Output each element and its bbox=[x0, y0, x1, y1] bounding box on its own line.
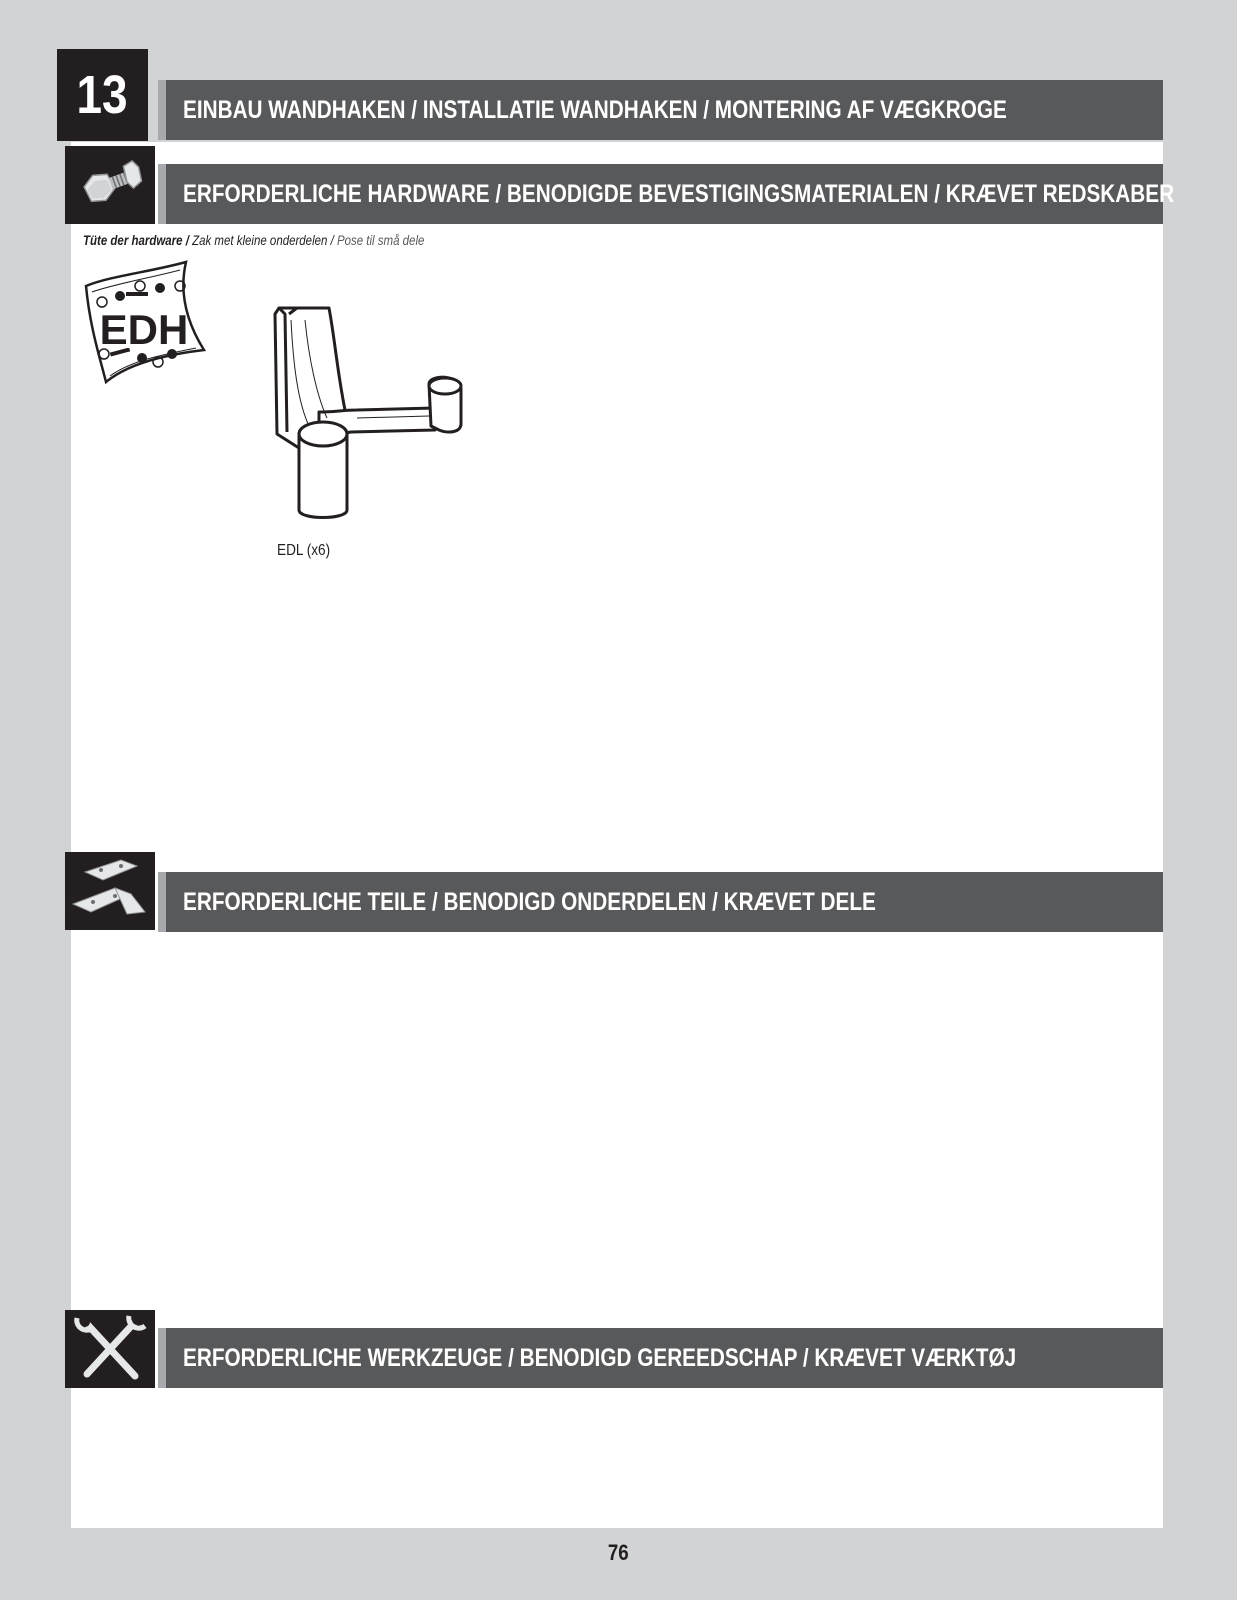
step-number: 13 bbox=[76, 65, 129, 125]
step-number-box bbox=[57, 49, 156, 141]
hardware-section-bar bbox=[158, 164, 1175, 224]
page-number bbox=[0, 1540, 1237, 1566]
wrench-screwdriver-icon bbox=[65, 1310, 155, 1388]
parts-section-bar bbox=[158, 872, 1163, 932]
page-number-text: 76 bbox=[608, 1540, 629, 1565]
parts-section-title: ERFORDERLICHE TEILE / BENODIGD ONDERDELEN / KRÆVET DELE bbox=[183, 888, 876, 916]
tools-section-title: ERFORDERLICHE WERKZEUGE / BENODIGD GEREEDSCHAP / KRÆVET VÆRKTØJ bbox=[183, 1344, 1017, 1372]
step-title-bar bbox=[158, 80, 1163, 140]
hardware-bag-caption bbox=[83, 232, 424, 248]
hardware-section-title: ERFORDERLICHE HARDWARE / BENODIGDE BEVESTIGINGSMATERIALEN / KRÆVET REDSKABER bbox=[183, 180, 1175, 208]
step-title: EINBAU WANDHAKEN / INSTALLATIE WANDHAKEN / MONTERING AF VÆGKROGE bbox=[183, 96, 1007, 124]
wall-hook-icon bbox=[265, 300, 475, 530]
tools-section-bar bbox=[158, 1328, 1163, 1388]
hardware-bag-code: EDH bbox=[99, 306, 189, 353]
bag-caption-de: Tüte der hardware / bbox=[83, 232, 189, 248]
bag-caption-nl: Zak met kleine onderdelen / bbox=[188, 232, 334, 248]
hardware-item-label: EDL (x6) bbox=[277, 542, 331, 559]
page-panel bbox=[71, 142, 1163, 1528]
bolt-nut-icon bbox=[65, 146, 155, 224]
hardware-bag-icon bbox=[80, 258, 208, 386]
bag-caption-da: Pose til små dele bbox=[333, 232, 425, 248]
bracket-parts-icon bbox=[65, 852, 155, 930]
